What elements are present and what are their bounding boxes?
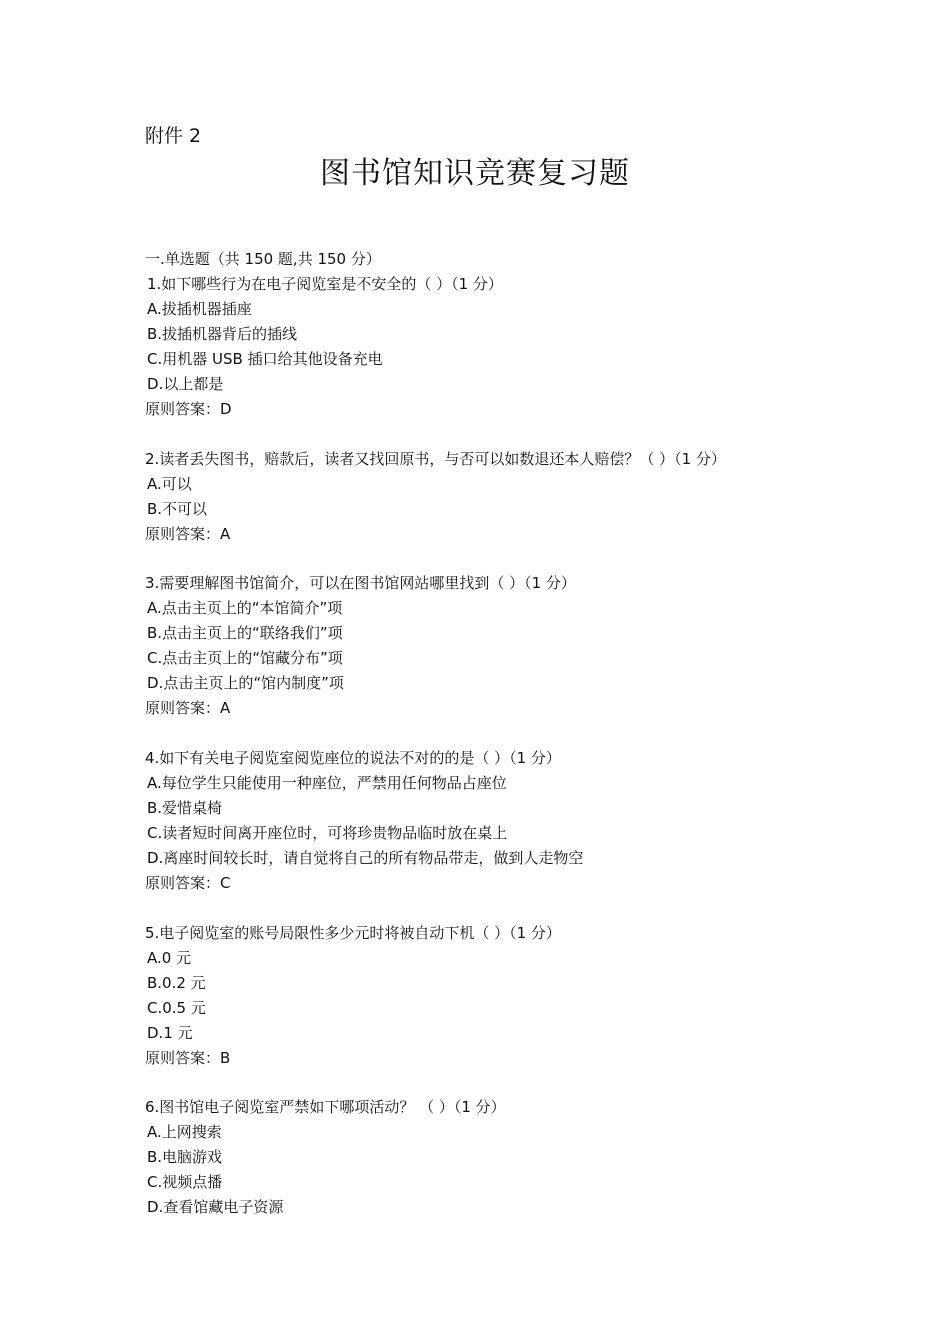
option-c: C.视频点播: [147, 1173, 223, 1192]
option-d: D.点击主页上的“馆内制度”项: [147, 674, 344, 693]
option-c: C.点击主页上的“馆藏分布”项: [147, 649, 343, 668]
answer-line: 原则答案：A: [145, 524, 231, 543]
option-a: A.拔插机器插座: [147, 300, 252, 318]
option-a: A.点击主页上的“本馆简介”项: [147, 599, 343, 618]
option-b: B.点击主页上的“联络我们”项: [147, 624, 343, 643]
question-list: [145, 247, 845, 1220]
answer-line: 原则答案：A: [145, 699, 231, 718]
spacer: [145, 422, 845, 447]
spacer: [145, 721, 845, 746]
option-c: C.0.5 元: [147, 998, 206, 1017]
question-6: [145, 1095, 845, 1220]
answer-line: 原则答案：B: [145, 1048, 231, 1067]
question-stem: 1.如下哪些行为在电子阅览室是不安全的（ ）（1 分）: [147, 275, 503, 293]
option-d: D.查看馆藏电子资源: [147, 1198, 284, 1217]
option-a: A.可以: [147, 474, 192, 493]
spacer: [145, 1071, 845, 1096]
option-c: C.用机器 USB 插口给其他设备充电: [147, 350, 383, 368]
spacer: [145, 896, 845, 921]
answer-line: 原则答案：C: [145, 874, 231, 893]
question-stem: 5.电子阅览室的账号局限性多少元时将被自动下机（ ）（1 分）: [145, 923, 561, 942]
question-stem: 4.如下有关电子阅览室阅览座位的说法不对的的是（ ）（1 分）: [145, 749, 561, 768]
question-3: [145, 571, 845, 721]
question-4: [145, 746, 845, 896]
option-b: B.拔插机器背后的插线: [147, 325, 298, 343]
question-1: [145, 272, 845, 422]
spacer: [145, 547, 845, 572]
question-2: [145, 447, 845, 547]
option-b: B.0.2 元: [147, 973, 206, 992]
section-heading: 一.单选题（共 150 题,共 150 分）: [145, 250, 381, 268]
option-b: B.电脑游戏: [147, 1148, 223, 1167]
option-d: D.离座时间较长时，请自觉将自己的所有物品带走，做到人走物空: [147, 849, 584, 868]
option-c: C.读者短时间离开座位时，可将珍贵物品临时放在桌上: [147, 824, 508, 843]
option-a: A.上网搜索: [147, 1123, 222, 1142]
page-title: 图书馆知识竞赛复习题: [320, 156, 630, 191]
option-a: A.每位学生只能使用一种座位，严禁用任何物品占座位: [147, 774, 507, 793]
question-stem: 2.读者丢失图书，赔款后，读者又找回原书，与否可以如数退还本人赔偿？（ ）（1 分）: [145, 449, 726, 468]
option-b: B.不可以: [147, 499, 208, 518]
option-a: A.0 元: [147, 948, 192, 967]
question-stem: 3.需要理解图书馆简介，可以在图书馆网站哪里找到（ ）（1 分）: [145, 574, 576, 593]
attachment-label: 附件 2: [145, 125, 202, 147]
option-b: B.爱惜桌椅: [147, 799, 223, 818]
answer-line: 原则答案：D: [145, 400, 232, 418]
option-d: D.1 元: [147, 1023, 193, 1042]
option-d: D.以上都是: [147, 375, 224, 393]
question-5: [145, 921, 845, 1071]
question-stem: 6.图书馆电子阅览室严禁如下哪项活动？ （ ）（1 分）: [145, 1098, 506, 1117]
